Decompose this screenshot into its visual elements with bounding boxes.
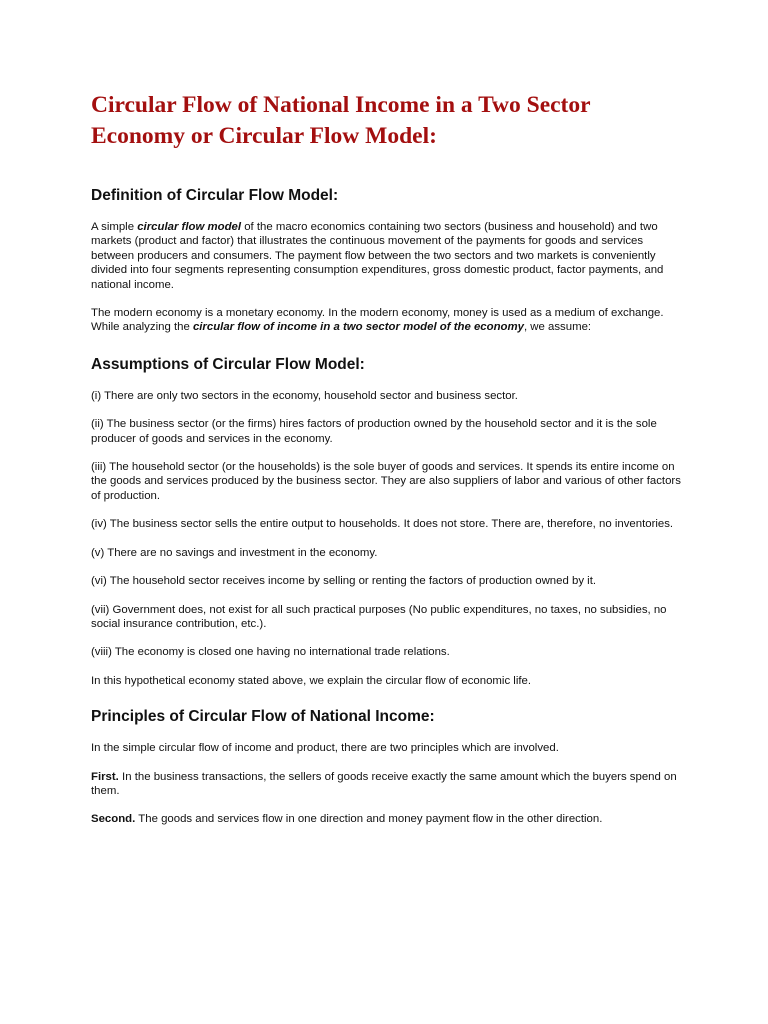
assumption-item: (v) There are no savings and investment in the economy. <box>91 546 378 559</box>
assumption-item: (ii) The business sector (or the firms) hires factors of production owned by the household sector and it is the sole producer of goods and services in the economy. <box>91 418 657 445</box>
text-run: In the business transactions, the sellers of goods receive exactly the same amount which the buyers spend on them. <box>91 770 677 797</box>
assumption-item: (vii) Government does, not exist for all such practical purposes (No public expenditures, no taxes, no subsidies, no social insurance contribution, etc.). <box>91 603 667 630</box>
definition-paragraph-1 <box>91 220 681 292</box>
document-title: Circular Flow of National Income in a Two Sector Economy or Circular Flow Model: <box>91 92 591 149</box>
assumptions-closing: In this hypothetical economy stated above, we explain the circular flow of economic life. <box>91 674 532 687</box>
definition-paragraph-2 <box>91 306 681 335</box>
assumptions-heading: Assumptions of Circular Flow Model: <box>91 355 365 373</box>
text-run: The modern economy is a monetary economy. In the modern economy, money is used as a medium of exchange. While analyzing the <box>91 307 664 334</box>
principle-label: Second. <box>91 813 136 826</box>
text-run: of the macro economics containing two sectors (business and household) and two markets (product and factor) that illustrates the continuous movement of the payments for goods and services between producers and consumers. The payment flow between the two sectors and two markets is conveniently divided into four segments representing consumption expenditures, gross domestic product, factor payments, and national income. <box>91 221 664 291</box>
assumption-item: (iii) The household sector (or the households) is the sole buyer of goods and services. It spends its entire income on the goods and services produced by the business sector. They are also suppliers of labor and various of other factors of production. <box>91 461 681 502</box>
assumption-item: (viii) The economy is closed one having no international trade relations. <box>91 646 450 659</box>
text-run: A simple <box>91 221 138 233</box>
principles-heading: Principles of Circular Flow of National Income: <box>91 708 435 726</box>
assumption-item: (i) There are only two sectors in the economy, household sector and business sector. <box>91 389 518 402</box>
principle-label: First. <box>91 770 119 783</box>
principle-first <box>91 770 681 799</box>
text-run: , we assume: <box>523 321 592 334</box>
definition-heading: Definition of Circular Flow Model: <box>91 187 339 204</box>
assumption-item: (vi) The household sector receives income by selling or renting the factors of production owned by it. <box>91 575 597 588</box>
principles-intro: In the simple circular flow of income and product, there are two principles which are involved. <box>91 742 559 755</box>
document-page <box>91 90 681 841</box>
principle-second <box>91 812 681 826</box>
text-run: The goods and services flow in one direction and money payment flow in the other direction. <box>135 813 603 826</box>
assumption-item: (iv) The business sector sells the entire output to households. It does not store. There are, therefore, no inventories. <box>91 518 674 531</box>
emphasis-text: circular flow model <box>137 221 242 233</box>
emphasis-text: circular flow of income in a two sector model of the economy <box>192 321 524 334</box>
